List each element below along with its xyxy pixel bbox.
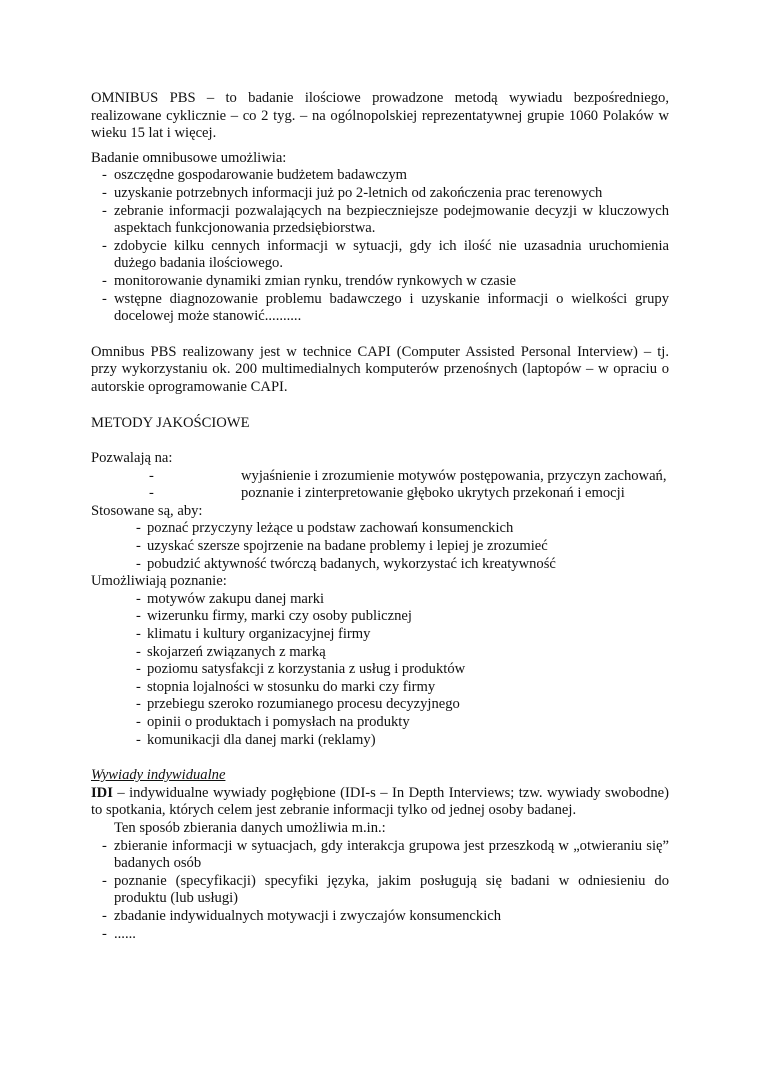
list-item: - opinii o produktach i pomysłach na produkty: [91, 714, 669, 732]
list-item: - zbadanie indywidualnych motywacji i zwyczajów konsumenckich: [91, 908, 669, 926]
used-heading: Stosowane są, aby:: [91, 502, 203, 519]
list-item: - przebiegu szeroko rozumianego procesu decyzyjnego: [91, 696, 669, 714]
individual-interviews-title: Wywiady indywidualne: [91, 767, 226, 784]
list-item: - motywów zakupu danej marki: [91, 591, 669, 609]
list-item: - komunikacji dla danej marki (reklamy): [91, 732, 669, 750]
list-item: - stopnia lojalności w stosunku do marki czy firmy: [91, 679, 669, 697]
list-item: - wizerunku firmy, marki czy osoby publicznej: [91, 608, 669, 626]
idi-label: IDI: [91, 784, 113, 801]
list-item: - wstępne diagnozowanie problemu badawczego i uzyskanie informacji o wielkości grupy docelowej może stanowić..........: [91, 291, 669, 326]
list-item: - ......: [91, 926, 669, 944]
used-list: [91, 520, 669, 573]
list-item: - pobudzić aktywność twórczą badanych, wykorzystać ich kreatywność: [91, 556, 669, 574]
list-item: - poznanie i zinterpretowanie głęboko ukrytych przekonań i emocji: [91, 485, 669, 503]
list-item: - skojarzeń związanych z marką: [91, 644, 669, 662]
list-item: - klimatu i kultury organizacyjnej firmy: [91, 626, 669, 644]
list-item: - wyjaśnienie i zrozumienie motywów postępowania, przyczyn zachowań,: [91, 468, 669, 486]
list-item: - monitorowanie dynamiki zmian rynku, trendów rynkowych w czasie: [91, 273, 669, 291]
allow-heading: Pozwalają na:: [91, 450, 173, 467]
list-item: - zdobycie kilku cennych informacji w sytuacji, gdy ich ilość nie uzasadnia uruchomienia dużego badania ilościowego.: [91, 238, 669, 273]
omnibus-benefits-list: [91, 167, 669, 325]
enable-list: [91, 591, 669, 749]
list-item: - poznać przyczyny leżące u podstaw zachowań konsumenckich: [91, 520, 669, 538]
omnibus-intro-paragraph: OMNIBUS PBS – to badanie ilościowe prowadzone metodą wywiadu bezpośredniego, realizowane cyklicznie – co 2 tyg. – na ogólnopolskiej reprezentatywnej grupie 1060 Polaków w wieku 15 lat i więcej.: [91, 90, 669, 142]
allow-list: [91, 468, 669, 503]
method-list: [91, 838, 669, 944]
idi-paragraph: [91, 785, 669, 820]
list-item: - oszczędne gospodarowanie budżetem badawczym: [91, 167, 669, 185]
capi-paragraph: Omnibus PBS realizowany jest w technice CAPI (Computer Assisted Personal Interview) – tj. przy wykorzystaniu ok. 200 multimedialnych komputerów przenośnych (laptopów – w opraciu o autorskie oprogramowanie CAPI.: [91, 343, 669, 395]
list-item: - poznanie (specyfikacji) specyfiki języka, jakim posługują się badani w odniesieniu do produktu (lub usługi): [91, 873, 669, 908]
list-item: - poziomu satysfakcji z korzystania z usług i produktów: [91, 661, 669, 679]
list-item: - uzyskać szersze spojrzenie na badane problemy i lepiej je zrozumieć: [91, 538, 669, 556]
idi-description: – indywidualne wywiady pogłębione (IDI-s – In Depth Interviews; tzw. wywiady swobodne) to spotkania, których celem jest zebranie informacji tylko od jednej osoby badanej.: [91, 784, 669, 819]
document-body: [91, 90, 669, 943]
method-heading: Ten sposób zbierania danych umożliwia m.in.:: [114, 819, 386, 836]
enable-heading: Umożliwiają poznanie:: [91, 573, 227, 590]
list-item: - zbieranie informacji w sytuacjach, gdy interakcja grupowa jest przeszkodą w „otwieraniu się” badanych osób: [91, 838, 669, 873]
list-item: - zebranie informacji pozwalających na bezpieczniejsze podejmowanie decyzji w kluczowych aspektach funkcjonowania przedsiębiorstwa.: [91, 203, 669, 238]
omnibus-list-heading: Badanie omnibusowe umożliwia:: [91, 149, 287, 166]
qualitative-methods-title: METODY JAKOŚCIOWE: [91, 414, 250, 431]
list-item: - uzyskanie potrzebnych informacji już po 2-letnich od zakończenia prac terenowych: [91, 185, 669, 203]
